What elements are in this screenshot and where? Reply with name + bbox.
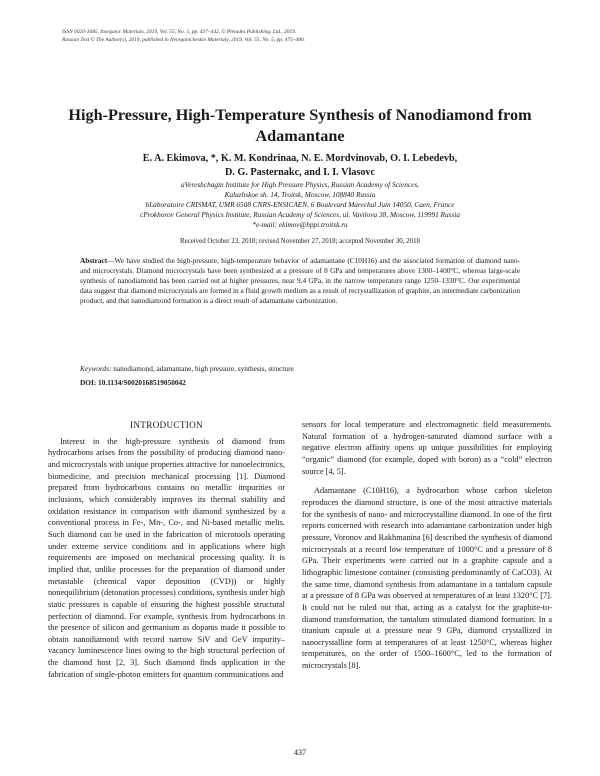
affiliation-a-line-1: aVereshchagin Institute for High Pressure Physics, Russian Academy of Sciences, <box>181 180 419 189</box>
affiliation-b: bLaboratoire CRISMAT, UMR 6508 CNRS-ENSICAEN, 6 Boulevard Marechal Juin 14050, Caen, France <box>145 200 455 209</box>
affiliation-c: cProkhorov General Physics Institute, Russian Academy of Sciences, ul. Vavilova 38, Moscow, 119991 Russia <box>139 210 461 219</box>
running-header <box>62 28 542 44</box>
abstract <box>80 256 520 306</box>
section-heading-introduction: INTRODUCTION <box>129 420 203 430</box>
abstract-text: —We have studied the high-pressure, high-temperature behavior of adamantane (C10H16) and the associated formation of diamond nano- and microcrystals. Diamond microcrystals have been synthesized at a pressure of 8 GPa and temperatures above 1300–1400°C, whereas large-scale synthesis of nanodiamond has been carried out at higher pressures, near 9.4 GPa, in the narrow temperature range 1250–1330°C. Our experimental data suggest that diamond microcrystals are formed in a fluid growth medium as a result of recrystallization of graphite, an intermediate carbonization product, and that nanodiamond formation is a direct result of adamantane carbonization. <box>80 256 520 305</box>
keywords-label: Keywords: <box>80 364 112 373</box>
author-list <box>40 152 560 180</box>
intro-paragraph-2: sensors for local temperature and electromagnetic field measurements. Natural formation of a hydrogen-saturated diamond surface with a negative electron affinity opens up unique possibilities for employing “organic” diamond (for example, doped with boron) as a “cold” electron source [4, 5]. <box>302 420 552 476</box>
right-column <box>302 419 552 672</box>
authors-line-1: E. A. Ekimova, *, K. M. Kondrinaa, N. E. Mordvinovab, O. I. Lebedevb, <box>142 153 458 164</box>
paper-title: High-Pressure, High-Temperature Synthesis of Nanodiamond from Adamantane <box>68 106 532 145</box>
left-column <box>48 420 285 680</box>
authors-line-2: D. G. Pasternakc, and I. I. Vlasovc <box>224 167 376 178</box>
abstract-label: Abstract <box>80 256 108 265</box>
received-dates: Received October 23, 2018; revised November 27, 2018; accepted November 30, 2018 <box>180 238 420 245</box>
affiliation-a-line-2: Kaluzhskoe sh. 14, Troitsk, Moscow, 108840 Russia <box>224 190 376 199</box>
intro-paragraph-3: Adamantane (C10H16), a hydrocarbon whose carbon skeleton reproduces the diamond structure, is one of the most attractive materials for the synthesis of nano- and microcrystalline diamond. In one of the first reports concerned with research into adamantane carbonization under high pressure, Voronov and Rakhmanina [6] described the synthesis of diamond microcrystals at a record low temperature of 1000°C and a pressure of 8 GPa. Their experiments were carried out in a graphite capsule and a lithographic limestone container (consisting predominantly of CaCO3). At the same time, diamond synthesis from adamantane in a tantalum capsule at a pressure of 8 GPa was observed at temperatures of at least 1320°C [7]. It could not be ruled out that, acting as a catalyst for the graphite-to-diamond transformation, the tantalum stimulated diamond formation. In a titanium capsule at a pressure near 9 GPa, diamond crystallized in nanocrystalline form at temperatures of at least 1250°C, whereas higher temperatures, on the order of 1500–1600°C, led to the formation of microcrystals [8]. <box>302 486 552 671</box>
keywords <box>80 364 520 374</box>
affiliations <box>40 180 560 230</box>
header-line-2: Russian Text © The Author(s), 2019, published in Neorganicheskie Materialy, 2019, Vol. 55, No. 5, pp. 475–480. <box>62 37 305 43</box>
intro-paragraph-1: Interest in the high-pressure synthesis of diamond from hydrocarbons arises from the possibility of producing diamond nano- and microcrystals with unique properties attractive for nanoelectronics, biomedicine, and precision mechanical processing [1]. Diamond prepared from hydrocarbons contains no metallic impurities or inclusions, which considerably improves its thermal stability and oxidation resistance in comparison with diamond synthesized by a conventional process in Fe-, Mn-, Co-, and Ni-based metallic melts. Such diamond can be used in the fabrication of microtools operating under extreme service conditions and in applications where high requirements are imposed on mechanical processing quality. It is implied that, unlike processes for the preparation of diamond under metastable (chemical vapor deposition (CVD)) or highly nonequilibrium (detonation processes) conditions, synthesis under high static pressures is capable of ensuring the highest possible structural perfection of diamond. For example, synthesis from hydrocarbons in the presence of silicon and germanium as dopants made it possible to obtain nanodiamond with record narrow SiV and GeV impurity–vacancy luminescence lines owing to the high structural perfection of the diamond host [2, 3]. Such diamond finds application in the fabrication of single-photon emitters for quantum communications and <box>48 436 285 679</box>
corresponding-email: *e-mail: ekimov@hppi.troitsk.ru <box>252 220 348 229</box>
page-number: 437 <box>294 748 306 757</box>
header-line-1: ISSN 0020-1685, Inorganic Materials, 2019, Vol. 55, No. 5, pp. 437–442. © Pleiades Publishing, Ltd., 2019. <box>62 29 297 35</box>
doi: DOI: 10.1134/S0020168519050042 <box>80 378 186 387</box>
keywords-text: nanodiamond, adamantane, high pressure, synthesis, structure <box>113 364 294 373</box>
